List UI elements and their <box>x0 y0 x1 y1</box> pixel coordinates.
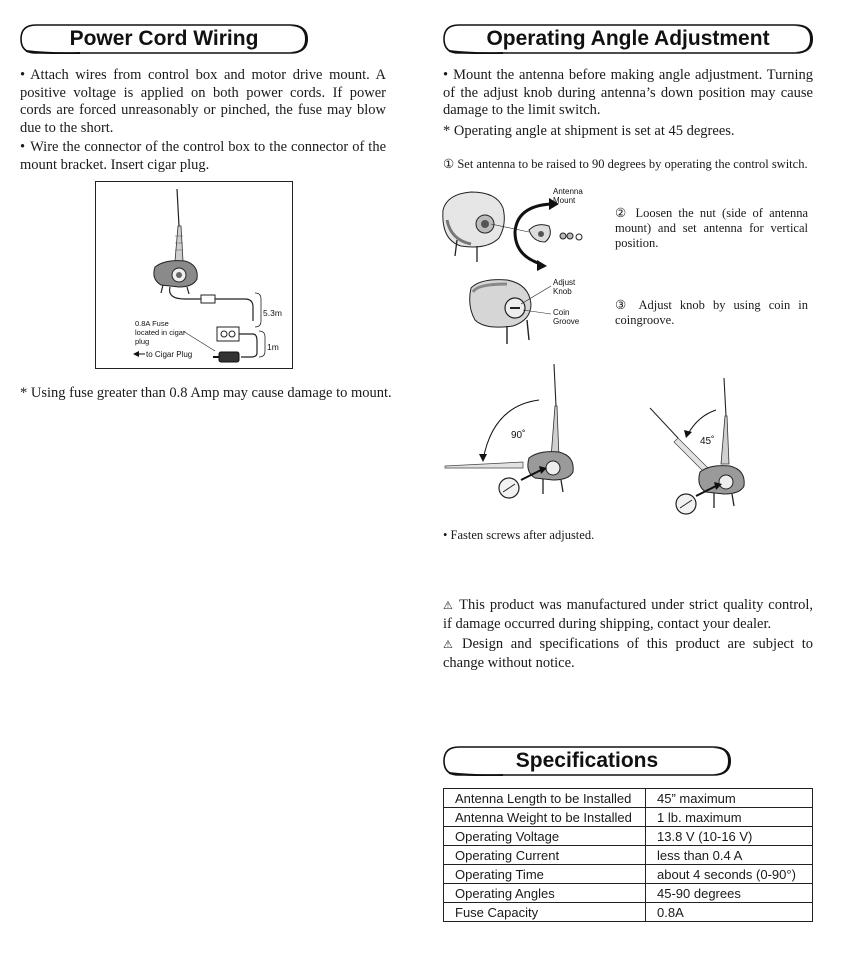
coin-groove-label-line-2: Groove <box>553 317 580 326</box>
table-row <box>444 846 813 865</box>
shipment-angle-note: * Operating angle at shipment is set at 45 degrees. <box>443 123 735 139</box>
fuse-label-line-3: plug <box>135 337 150 346</box>
cord-length-label-5m: 5.3m <box>263 308 282 318</box>
design-change-note: ⚠ Design and specifications of this product are subject to change without notice. <box>443 636 813 671</box>
step-2-text: ② Loosen the nut (side of antenna mount) and set antenna for vertical position. <box>615 206 808 250</box>
antenna-mount-label-line-1: Antenna <box>553 187 583 196</box>
adjust-knob-label-line-2: Knob <box>553 287 572 296</box>
spec-label: Antenna Length to be Installed <box>444 789 646 808</box>
spec-label: Operating Voltage <box>444 827 646 846</box>
table-row <box>444 789 813 808</box>
cord-length-label-1m: 1m <box>267 342 279 352</box>
antenna-90-degree-diagram <box>443 362 593 502</box>
table-row <box>444 903 813 922</box>
coin-groove-label-line-1: Coin <box>553 308 570 317</box>
spec-value: about 4 seconds (0-90°) <box>646 865 813 884</box>
angle-45-label: 45˚ <box>700 436 715 447</box>
step-3-text: ③ Adjust knob by using coin in coingroove. <box>615 298 808 327</box>
antenna-mount-label-line-2: Mount <box>553 196 576 205</box>
power-cord-wiring-heading <box>20 24 308 54</box>
table-row <box>444 827 813 846</box>
spec-label: Operating Current <box>444 846 646 865</box>
spec-label: Operating Time <box>444 865 646 884</box>
quality-control-note: ⚠ This product was manufactured under strict quality control, if damage occurred during shipping, contact your dealer. <box>443 597 813 632</box>
adjust-knob-label-line-1: Adjust <box>553 278 576 287</box>
specifications-heading <box>443 746 731 776</box>
spec-label: Operating Angles <box>444 884 646 903</box>
spec-value: 13.8 V (10-16 V) <box>646 827 813 846</box>
antenna-45-degree-diagram <box>648 376 778 521</box>
cigar-plug-label: to Cigar Plug <box>146 350 193 359</box>
table-row <box>444 808 813 827</box>
wiring-paragraph-1: • Attach wires from control box and motor drive mount. A positive voltage is applied on both power cords. If power cords are forced unreasonably or pinched, the fuse may blow due to the short. <box>20 67 386 136</box>
section-title: Operating Angle Adjustment <box>486 27 770 50</box>
angle-paragraph-1: • Mount the antenna before making angle adjustment. Turning of the adjust knob during antenna’s down position may cause damage to the limit switch. <box>443 67 813 118</box>
fasten-screws-note: • Fasten screws after adjusted. <box>443 528 595 542</box>
spec-label: Fuse Capacity <box>444 903 646 922</box>
spec-value: less than 0.4 A <box>646 846 813 865</box>
table-row <box>444 884 813 903</box>
wiring-diagram <box>95 181 295 371</box>
spec-label: Antenna Weight to be Installed <box>444 808 646 827</box>
angle-90-label: 90˚ <box>511 430 526 441</box>
fuse-label-line-2: located in cigar <box>135 328 186 337</box>
operating-angle-heading <box>443 24 813 54</box>
fuse-warning-note: * Using fuse greater than 0.8 Amp may cause damage to mount. <box>20 385 392 401</box>
specifications-table <box>443 788 813 922</box>
section-title: Power Cord Wiring <box>69 27 259 50</box>
section-title: Specifications <box>515 749 659 772</box>
caution-icon: ⚠ <box>443 600 455 612</box>
table-row <box>444 865 813 884</box>
fuse-label-line-1: 0.8A Fuse <box>135 319 169 328</box>
spec-value: 45-90 degrees <box>646 884 813 903</box>
caution-icon: ⚠ <box>443 639 457 651</box>
spec-value: 0.8A <box>646 903 813 922</box>
spec-value: 45” maximum <box>646 789 813 808</box>
wiring-paragraph-2: • Wire the connector of the control box to the connector of the mount bracket. Insert cigar plug. <box>20 139 386 173</box>
mount-knob-diagram <box>437 180 607 350</box>
spec-value: 1 lb. maximum <box>646 808 813 827</box>
step-1-text: ① Set antenna to be raised to 90 degrees by operating the control switch. <box>443 157 808 171</box>
